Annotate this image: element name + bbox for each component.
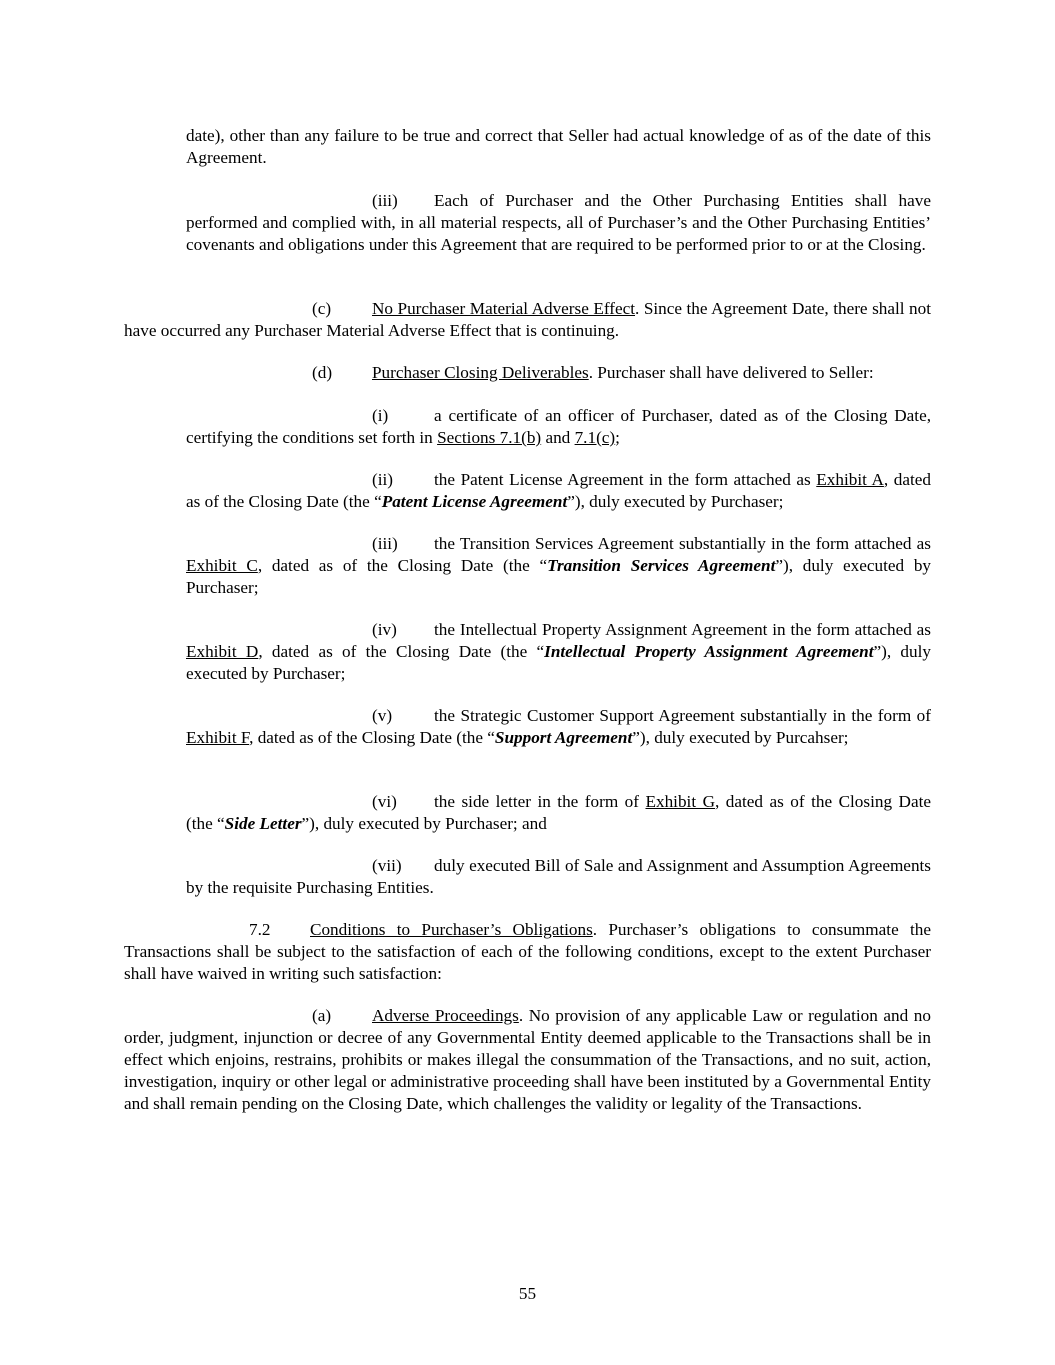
exhibit-reference: Exhibit A (816, 470, 884, 489)
clause-number: (iii) (372, 191, 398, 210)
paragraph-text: , dated as of the Closing Date (the “ (257, 556, 548, 575)
defined-term: Side Letter (224, 814, 302, 833)
clause-number: (iii) (372, 534, 398, 553)
clause-number: (iv) (372, 620, 397, 639)
exhibit-reference: Exhibit C (186, 556, 258, 575)
paragraph-d-v (186, 705, 931, 749)
paragraph-text: ”), duly executed by Purcahser; (632, 728, 849, 747)
paragraph-text: the Strategic Customer Support Agreement substantially in the form of (434, 706, 931, 725)
defined-term: Patent License Agreement (381, 492, 568, 511)
paragraph-c (124, 298, 931, 342)
exhibit-reference: Exhibit F (186, 728, 250, 747)
clause-heading: Purchaser Closing Deliverables (372, 363, 589, 382)
defined-term: Support Agreement (494, 728, 633, 747)
paragraph-text: ”), duly executed by Purchaser; (186, 556, 932, 597)
defined-term: Intellectual Property Assignment Agreement (544, 642, 874, 661)
paragraph-d (124, 362, 931, 384)
paragraph-text: . No provision of any applicable Law or regulation and no order, judgment, injunction or decree of any Governmental Entity deemed applicable to the Transactions shall be in effect which enjoins, restrains, prohibits or makes illegal the consummation of the Transactions, and no suit, action, investigation, inquiry or other legal or administrative proceeding shall have been instituted by a Governmental Entity and shall remain pending on the Closing Date, which challenges the validity or legality of the Transactions. (124, 1006, 931, 1113)
clause-number: (a) (312, 1006, 332, 1025)
section-heading: Conditions to Purchaser’s Obligations (310, 920, 593, 939)
paragraph-text: ”), duly executed by Purchaser; and (301, 814, 547, 833)
paragraph-d-i (186, 405, 931, 449)
clause-number: (c) (312, 299, 332, 318)
paragraph-d-iv (186, 619, 931, 685)
paragraph-text: duly executed Bill of Sale and Assignment and Assumption Agreements by the requisite Purchasing Entities. (186, 856, 931, 897)
clause-number: (i) (372, 406, 389, 425)
paragraph-text: , dated as of the Closing Date (the “ (186, 470, 931, 511)
clause-number: (d) (312, 363, 333, 382)
paragraph-text: Each of Purchaser and the Other Purchasing Entities shall have performed and complied with, in all material respects, all of Purchaser’s and the Other Purchasing Entities’ covenants and obligations under this Agreement that are required to be performed prior to or at the Closing. (186, 191, 931, 254)
paragraph-text: and (541, 428, 575, 447)
paragraph-text: the Patent License Agreement in the form attached as (434, 470, 817, 489)
paragraph-text: . Since the Agreement Date, there shall not have occurred any Purchaser Material Adverse Effect that is continuing. (124, 299, 932, 340)
paragraph-text: the side letter in the form of (434, 792, 646, 811)
clause-number: (ii) (372, 470, 393, 489)
paragraph-7-2-a (124, 1005, 931, 1115)
clause-number: (v) (372, 706, 393, 725)
paragraph-text: the Transition Services Agreement substantially in the form attached as (434, 534, 931, 553)
exhibit-reference: Exhibit G (645, 792, 715, 811)
paragraph-text: , dated as of the Closing Date (the “ (249, 728, 495, 747)
clause-heading: No Purchaser Material Adverse Effect (372, 299, 636, 318)
paragraph-text: the Intellectual Property Assignment Agreement in the form attached as (434, 620, 931, 639)
paragraph-text: . Purchaser’s obligations to consummate the Transactions shall be subject to the satisfaction of each of the following conditions, except to the extent Purchaser shall have waived in writing such satisfaction: (124, 920, 931, 983)
paragraph-text: a certificate of an officer of Purchaser, dated as of the Closing Date, certifying the conditions set forth in (186, 406, 931, 447)
section-number: 7.2 (249, 920, 271, 939)
clause-number: (vi) (372, 792, 397, 811)
paragraph-continuation (186, 125, 931, 169)
paragraph-d-vii (186, 855, 931, 899)
paragraph-text: ; (615, 428, 620, 447)
paragraph-b-iii (186, 190, 931, 256)
page-number: 55 (518, 1284, 537, 1303)
paragraph-text: , dated as of the Closing Date (the “ (258, 642, 545, 661)
section-reference: Sections 7.1(b) (437, 428, 542, 447)
paragraph-d-iii (186, 533, 931, 599)
clause-number: (vii) (372, 856, 402, 875)
paragraph-text: ”), duly executed by Purchaser; (186, 642, 931, 683)
section-reference: 7.1(c) (574, 428, 616, 447)
clause-heading: Adverse Proceedings (372, 1006, 519, 1025)
paragraph-text: ”), duly executed by Purchaser; (567, 492, 784, 511)
paragraph-text: date), other than any failure to be true and correct that Seller had actual knowledge of as of the date of this Agreement. (186, 126, 931, 167)
defined-term: Transition Services Agreement (547, 556, 776, 575)
paragraph-d-vi (186, 791, 931, 835)
paragraph-7-2 (124, 919, 931, 985)
paragraph-text: . Purchaser shall have delivered to Seller: (588, 363, 874, 382)
paragraph-text: , dated as of the Closing Date (the “ (186, 792, 931, 833)
paragraph-d-ii (186, 469, 931, 513)
exhibit-reference: Exhibit D (186, 642, 259, 661)
